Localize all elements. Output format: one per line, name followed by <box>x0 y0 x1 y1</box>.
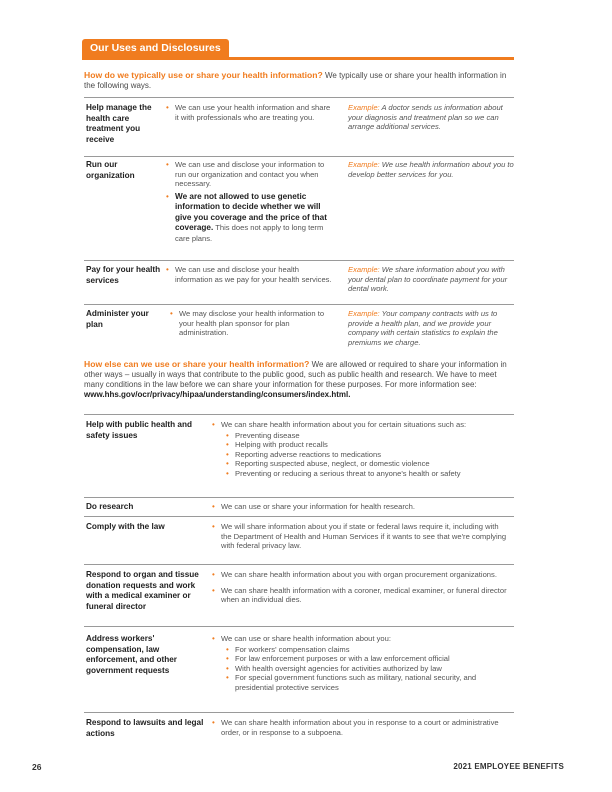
table-row <box>84 97 514 157</box>
row-label: Pay for your health services <box>86 265 161 285</box>
table-row <box>84 712 514 746</box>
page-number: 26 <box>32 762 42 772</box>
section-rule <box>82 57 514 60</box>
row-bullets <box>166 103 336 125</box>
row-bullets <box>212 420 512 479</box>
table-row <box>84 414 514 498</box>
footer-title: 2021 EMPLOYEE BENEFITS <box>453 762 564 771</box>
row-example <box>348 309 514 347</box>
bullet-text: This does not apply to long term care plans. <box>175 223 324 243</box>
sub-item: • Helping with product recalls <box>226 440 512 450</box>
row-example <box>348 265 514 294</box>
bullet-strong: We are not allowed to use genetic information to decide whether we will give you coverage and the price of that coverage. <box>175 191 327 233</box>
row-bullets <box>170 309 336 341</box>
question-text: How do we typically use or share your health information? <box>84 70 323 80</box>
sub-item: • Reporting suspected abuse, neglect, or domestic violence <box>226 459 512 469</box>
question-intro: We are allowed or required to share your information in other ways – usually in ways that contribute to the public good, such as public health and research. We have to meet many conditions in the law before we can share your information for these purposes. For more information see: <box>84 360 507 389</box>
row-label: Help with public health and safety issues <box>86 420 192 440</box>
bullet-item: • We can use and disclose your information to run our organization and contact you when necessary. <box>166 160 336 189</box>
bullet-item: • We can share health information about you for certain situations such as: <box>212 420 512 430</box>
row-label: Administer your plan <box>86 309 149 329</box>
row-label: Address workers' compensation, law enforcement, and other government requests <box>86 634 177 675</box>
example-text: We use health information about you to develop better services for you. <box>348 160 514 179</box>
example-label: Example: <box>348 103 380 112</box>
row-bullets <box>212 634 512 693</box>
row-bullets <box>212 718 508 740</box>
table-row <box>84 626 514 713</box>
question-heading-1 <box>84 70 514 91</box>
row-bullets <box>212 502 512 515</box>
table-row <box>84 155 514 261</box>
example-label: Example: <box>348 309 380 318</box>
row-label: Do research <box>86 502 134 511</box>
bullet-item: • We can share health information with a coroner, medical examiner, or funeral director when an individual dies. <box>212 586 510 605</box>
question-heading-2 <box>84 359 514 400</box>
row-example <box>348 103 514 132</box>
bullet-item: • We can share health information about you with organ procurement organizations. <box>212 570 510 580</box>
example-text: We share information about you with your dental plan to coordinate payment for your dental work. <box>348 265 508 294</box>
example-text: A doctor sends us information about your diagnosis and treatment plan so we can arrange additional services. <box>348 103 503 132</box>
row-bullets <box>166 160 336 246</box>
sub-list <box>212 431 512 479</box>
bullet-item: • We can use or share health information about you: <box>212 634 512 644</box>
bullet-item: • We can use your health information and share it with professionals who are treating you. <box>166 103 336 122</box>
sub-item: • Preventing disease <box>226 431 512 441</box>
bullet-item: • We can use or share your information for health research. <box>212 502 512 512</box>
table-row <box>84 260 514 305</box>
section-title: Our Uses and Disclosures <box>82 39 229 57</box>
question-text: How else can we use or share your health information? <box>84 359 310 369</box>
row-bullets <box>212 522 510 554</box>
reference-link[interactable]: www.hhs.gov/ocr/privacy/hipaa/understanding/consumers/index.html. <box>84 390 351 399</box>
table-row <box>84 564 514 627</box>
row-example <box>348 160 514 179</box>
table-row <box>84 496 514 517</box>
row-label: Help manage the health care treatment you receive <box>86 103 152 144</box>
bullet-item: • We will share information about you if state or federal laws require it, including with the Department of Health and Human Services if it wants to see that we're complying with federal privacy law. <box>212 522 510 551</box>
row-label: Comply with the law <box>86 522 165 531</box>
row-label: Respond to organ and tissue donation requests and work with a medical examiner or funeral director <box>86 570 199 611</box>
sub-item: • For special government functions such as military, national security, and presidential protective services <box>226 673 512 692</box>
question-intro: We typically use or share your health information in the following ways. <box>84 71 507 90</box>
table-row <box>84 516 514 565</box>
row-bullets <box>212 570 510 608</box>
sub-list <box>212 645 512 693</box>
row-bullets <box>166 265 336 287</box>
row-label: Run our organization <box>86 160 135 180</box>
example-text: Your company contracts with us to provide a health plan, and we provide your company with certain statistics to explain the premiums we charge. <box>348 309 498 347</box>
table-row <box>84 304 514 356</box>
sub-item: • For workers' compensation claims <box>226 645 512 655</box>
sub-item: • For law enforcement purposes or with a law enforcement official <box>226 654 512 664</box>
example-label: Example: <box>348 265 380 274</box>
row-label: Respond to lawsuits and legal actions <box>86 718 204 738</box>
bullet-item <box>166 192 336 244</box>
bullet-item: • We may disclose your health information to your health plan sponsor for plan administration. <box>170 309 336 338</box>
sub-item: • With health oversight agencies for activities authorized by law <box>226 664 512 674</box>
bullet-item: • We can share health information about you in response to a court or administrative order, or in response to a subpoena. <box>212 718 508 737</box>
example-label: Example: <box>348 160 380 169</box>
sub-item: • Reporting adverse reactions to medications <box>226 450 512 460</box>
bullet-item: • We can use and disclose your health information as we pay for your health services. <box>166 265 336 284</box>
sub-item: • Preventing or reducing a serious threat to anyone's health or safety <box>226 469 512 479</box>
